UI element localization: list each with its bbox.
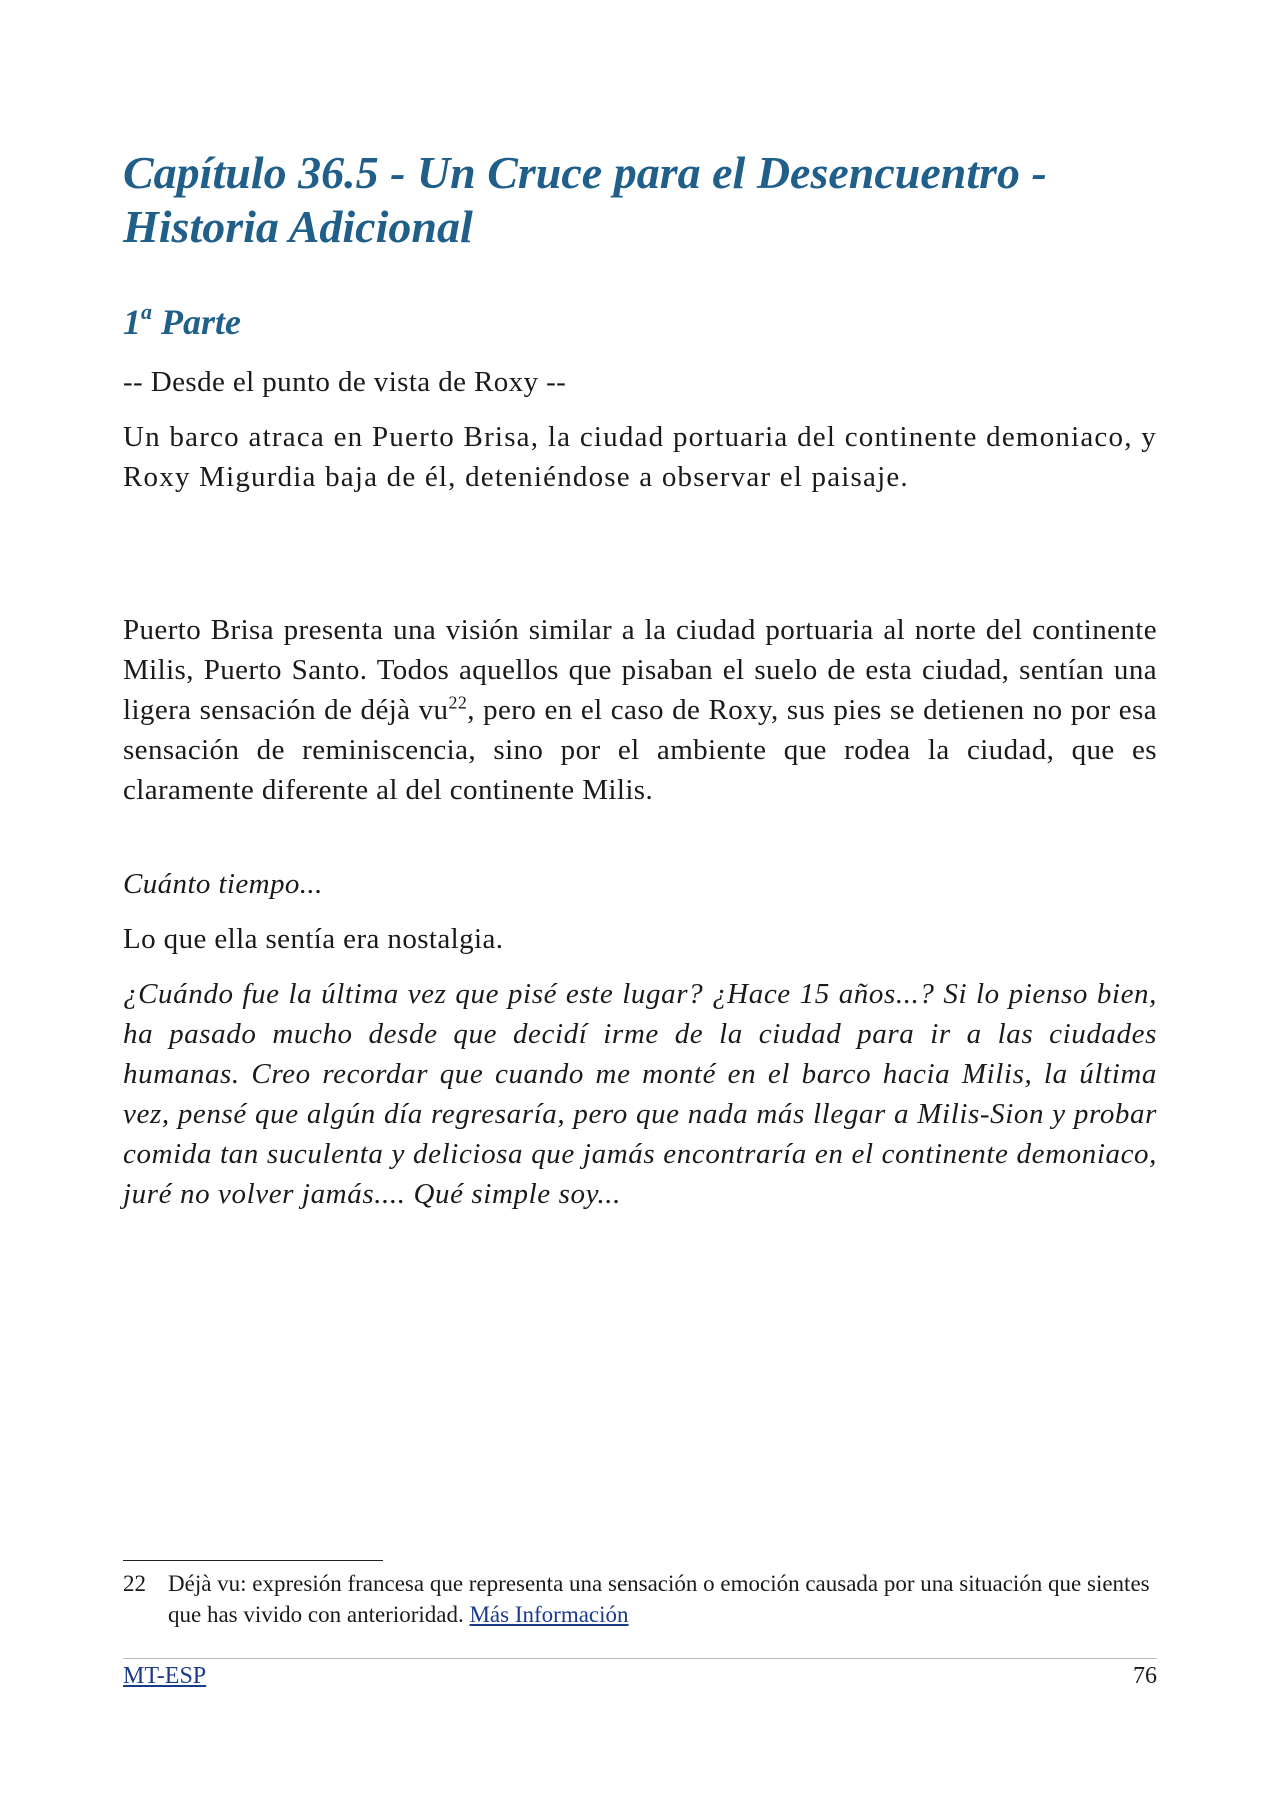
document-page bbox=[123, 0, 1157, 1811]
footnote-reference[interactable]: 22 bbox=[448, 692, 468, 713]
part-number: 1 bbox=[123, 302, 141, 342]
part-title bbox=[123, 292, 241, 344]
paragraph-nostalgia: Lo que ella sentía era nostalgia. bbox=[123, 923, 504, 955]
footer-site-link[interactable]: MT-ESP bbox=[123, 1663, 207, 1689]
paragraph-puerto-brisa-text-2: , pero en el caso de Roxy, sus pies se detienen no por esa sensación de reminiscencia, sino por el ambiente que rodea la ciudad, que es claramente diferente al del continente Milis. bbox=[123, 694, 1158, 806]
part-ordinal: a bbox=[141, 299, 152, 324]
chapter-title bbox=[123, 146, 1157, 254]
footer-divider bbox=[123, 1658, 1157, 1659]
page-number: 76 bbox=[1133, 1663, 1157, 1689]
paragraph-puerto-brisa-text-1: Puerto Brisa presenta una visión similar a la ciudad portuaria al norte del continente Milis, Puerto Santo. Todos aquellos que pisaban el suelo de esta ciudad, sentían una ligera sensación de déjà vu bbox=[123, 614, 1157, 726]
point-of-view-line: -- Desde el punto de vista de Roxy -- bbox=[123, 366, 567, 398]
paragraph-puerto-brisa bbox=[123, 610, 1157, 810]
footnote-separator bbox=[123, 1560, 383, 1561]
chapter-title-line-1: Capítulo 36.5 - Un Cruce para el Desencuentro - bbox=[123, 147, 1047, 198]
paragraph-ship-arrival: Un barco atraca en Puerto Brisa, la ciudad portuaria del continente demoniaco, y Roxy Migurdia baja de él, deteniéndose a observar el paisaje. bbox=[123, 421, 1157, 493]
chapter-title-line-2: Historia Adicional bbox=[123, 201, 473, 252]
footnote-number: 22 bbox=[123, 1571, 146, 1596]
footnote-body bbox=[168, 1568, 1157, 1630]
footnote-text: Déjà vu: expresión francesa que representa una sensación o emoción causada por una situación que sientes que has vivido con anterioridad. bbox=[168, 1571, 1150, 1627]
thought-how-long: Cuánto tiempo... bbox=[123, 868, 323, 900]
thought-paragraph: ¿Cuándo fue la última vez que pisé este lugar? ¿Hace 15 años...? Si lo pienso bien, ha pasado mucho desde que decidí irme de la ciudad para ir a las ciudades humanas. Creo recordar que cuando me monté en el barco hacia Milis, la última vez, pensé que algún día regresaría, pero que nada más llegar a Milis-Sion y probar comida tan suculenta y deliciosa que jamás encontraría en el continente demoniaco, juré no volver jamás.... Qué simple soy... bbox=[123, 978, 1157, 1210]
more-info-link[interactable]: Más Información bbox=[469, 1602, 629, 1627]
part-label: Parte bbox=[161, 302, 241, 342]
